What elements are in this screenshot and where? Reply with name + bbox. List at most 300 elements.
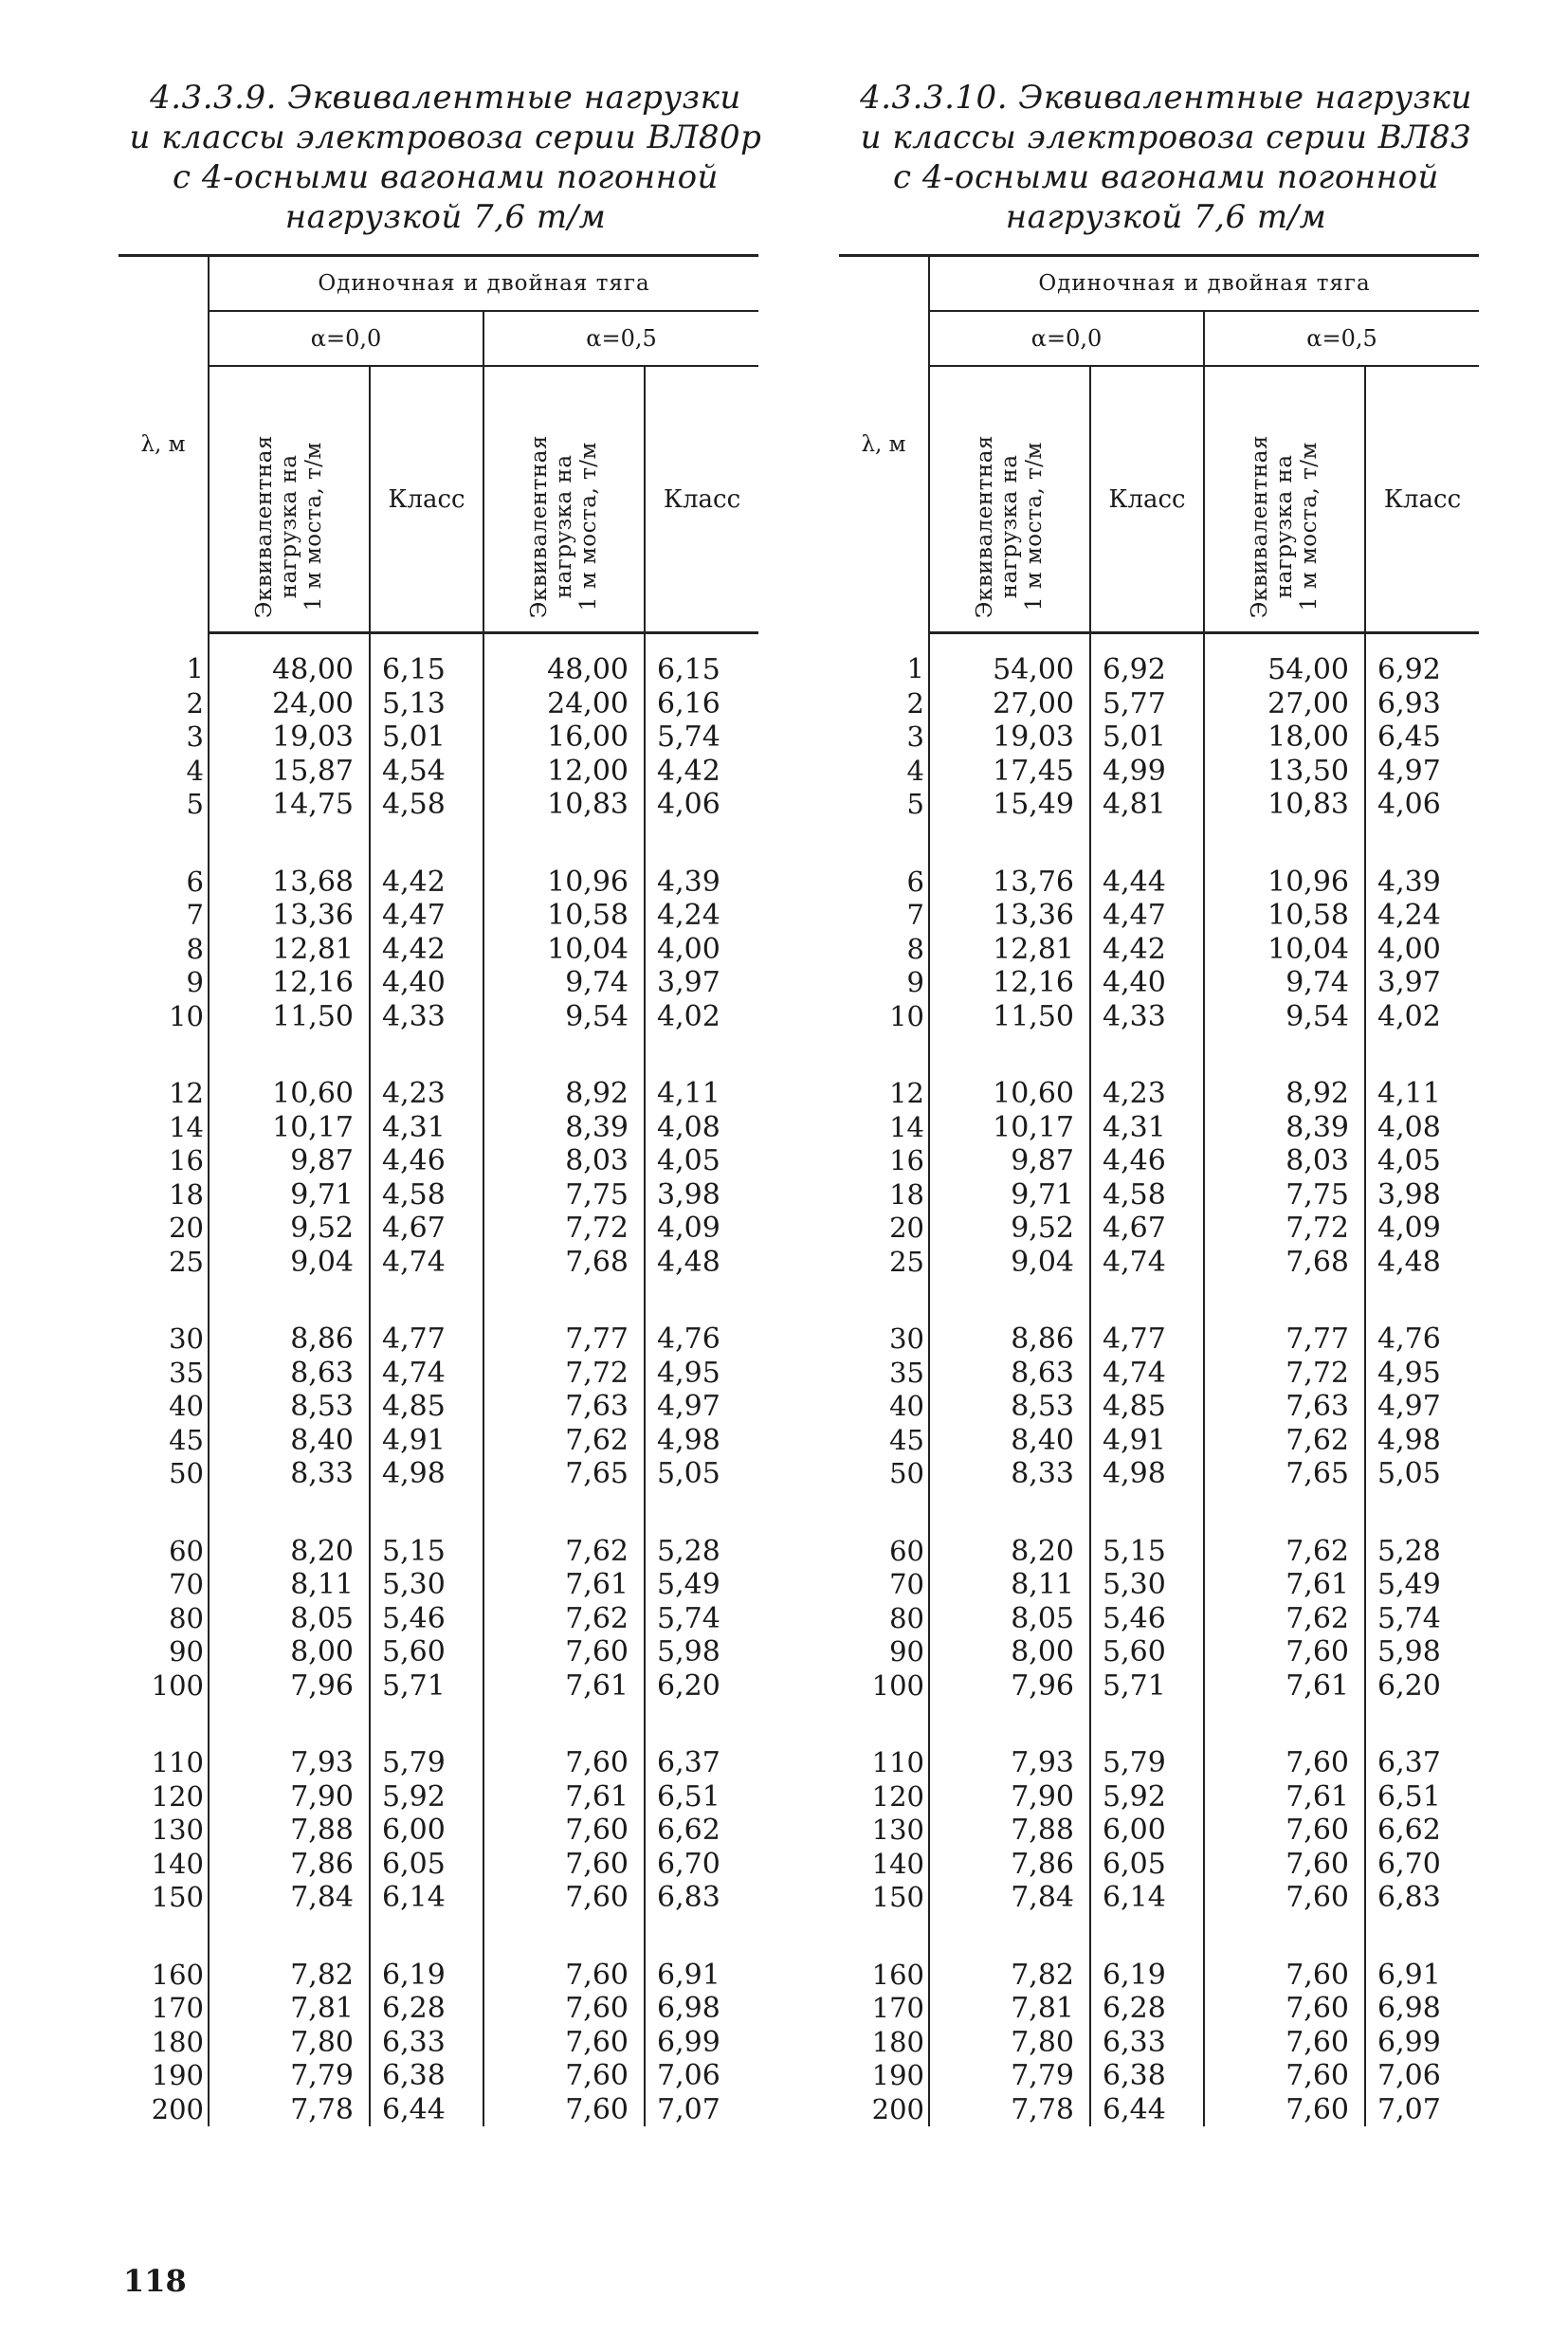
table-row bbox=[839, 1992, 1479, 2026]
lambda-cell: 100 bbox=[119, 1669, 209, 1704]
class-alpha0-cell: 5,60 bbox=[1090, 1635, 1204, 1669]
lambda-cell: 7 bbox=[119, 899, 209, 933]
lambda-cell: 170 bbox=[119, 1992, 209, 2026]
table-row bbox=[839, 1602, 1479, 1636]
load-alpha0-cell: 7,93 bbox=[929, 1703, 1090, 1780]
page-number: 118 bbox=[123, 2263, 187, 2299]
class-header: Класс bbox=[1365, 366, 1479, 633]
class-alpha0-cell: 4,40 bbox=[1090, 966, 1204, 1000]
equivalent-load-header: Эквивалентная нагрузка на 1 м моста, т/м bbox=[929, 366, 1090, 633]
class-alpha05-cell: 4,08 bbox=[657, 1110, 720, 1144]
load-alpha05-cell: 7,60 bbox=[1204, 2026, 1365, 2060]
load-alpha0-cell: 19,03 bbox=[929, 720, 1090, 755]
load-alpha05-cell: 10,04 bbox=[483, 933, 645, 967]
load-alpha0-cell: 10,17 bbox=[929, 1111, 1090, 1145]
class-alpha05-cell: 6,37 bbox=[1377, 1746, 1441, 1779]
equivalent-load-table bbox=[839, 254, 1479, 2126]
class-alpha05-cell: 6,51 bbox=[1377, 1779, 1441, 1814]
load-alpha05-cell: 7,75 bbox=[483, 1178, 645, 1212]
load-alpha05-cell: 27,00 bbox=[1204, 687, 1365, 721]
load-alpha0-cell: 10,60 bbox=[929, 1033, 1090, 1111]
class-alpha05-cell: 6,45 bbox=[1377, 720, 1441, 754]
group-header: Одиночная и двойная тяга bbox=[209, 256, 758, 312]
table-row bbox=[839, 687, 1479, 721]
table-row bbox=[839, 1000, 1479, 1034]
lambda-cell: 130 bbox=[839, 1814, 929, 1848]
lambda-cell: 2 bbox=[119, 687, 209, 721]
lambda-cell: 8 bbox=[119, 933, 209, 967]
load-alpha05-cell: 24,00 bbox=[483, 687, 645, 721]
table-row bbox=[119, 1246, 758, 1280]
class-alpha0-cell: 4,58 bbox=[1090, 1178, 1204, 1212]
load-alpha05-cell: 7,65 bbox=[483, 1457, 645, 1491]
lambda-cell: 120 bbox=[839, 1780, 929, 1814]
load-alpha05-cell: 7,60 bbox=[483, 1881, 645, 1915]
table-body bbox=[119, 633, 758, 2127]
load-alpha0-cell: 7,88 bbox=[929, 1814, 1090, 1848]
class-alpha05-cell: 7,06 bbox=[657, 2059, 720, 2092]
class-alpha0-cell: 4,98 bbox=[1090, 1457, 1204, 1491]
load-alpha05-cell: 7,60 bbox=[1204, 1881, 1365, 1915]
class-alpha0-cell: 4,85 bbox=[1090, 1390, 1204, 1424]
load-alpha05-cell: 7,60 bbox=[483, 1848, 645, 1882]
lambda-cell: 5 bbox=[839, 788, 929, 822]
table-row bbox=[839, 633, 1479, 687]
class-alpha05-cell: 3,97 bbox=[657, 966, 720, 999]
class-alpha05-cell: 4,97 bbox=[1377, 1390, 1441, 1423]
table-row bbox=[119, 1491, 758, 1569]
load-alpha05-cell: 13,50 bbox=[1204, 755, 1365, 789]
load-alpha05-cell: 7,63 bbox=[1204, 1390, 1365, 1424]
class-alpha0-cell: 4,23 bbox=[1090, 1033, 1204, 1111]
lambda-cell: 9 bbox=[839, 966, 929, 1000]
load-alpha05-cell: 7,61 bbox=[483, 1669, 645, 1704]
class-alpha0-cell: 4,46 bbox=[1090, 1144, 1204, 1178]
class-alpha0-cell: 6,14 bbox=[370, 1881, 483, 1915]
class-alpha0-cell: 4,58 bbox=[370, 1178, 483, 1212]
load-alpha05-cell: 8,03 bbox=[1204, 1144, 1365, 1178]
load-alpha05-cell: 7,68 bbox=[1204, 1246, 1365, 1280]
lambda-cell: 60 bbox=[839, 1491, 929, 1569]
table-row bbox=[119, 2093, 758, 2127]
table-row bbox=[119, 1568, 758, 1602]
class-alpha0-cell: 6,92 bbox=[1090, 633, 1204, 687]
load-alpha05-cell: 7,60 bbox=[1204, 1635, 1365, 1669]
lambda-cell: 10 bbox=[119, 1000, 209, 1034]
class-alpha0-cell: 5,13 bbox=[370, 687, 483, 721]
load-alpha05-cell: 7,60 bbox=[1204, 1814, 1365, 1848]
lambda-cell: 70 bbox=[839, 1568, 929, 1602]
class-alpha0-cell: 5,60 bbox=[370, 1635, 483, 1669]
class-alpha0-cell: 4,33 bbox=[1090, 1000, 1204, 1034]
load-alpha0-cell: 9,71 bbox=[209, 1178, 370, 1212]
table-row bbox=[839, 1246, 1479, 1280]
table-row bbox=[839, 1915, 1479, 1993]
lambda-cell: 35 bbox=[119, 1357, 209, 1391]
class-alpha0-cell: 4,77 bbox=[370, 1279, 483, 1357]
class-alpha05-cell: 6,51 bbox=[657, 1779, 720, 1814]
load-alpha0-cell: 9,87 bbox=[209, 1144, 370, 1178]
class-alpha05-cell: 4,24 bbox=[657, 899, 720, 932]
load-alpha05-cell: 12,00 bbox=[483, 755, 645, 789]
lambda-cell: 190 bbox=[839, 2059, 929, 2093]
lambda-cell: 4 bbox=[119, 755, 209, 789]
load-alpha0-cell: 12,16 bbox=[209, 966, 370, 1000]
table-row bbox=[839, 966, 1479, 1000]
class-alpha05-cell: 4,76 bbox=[657, 1322, 720, 1356]
table-row bbox=[119, 1390, 758, 1424]
class-alpha05-cell: 5,74 bbox=[657, 1601, 720, 1635]
class-alpha0-cell: 4,31 bbox=[1090, 1111, 1204, 1145]
table-row bbox=[119, 1279, 758, 1357]
load-alpha0-cell: 7,86 bbox=[929, 1848, 1090, 1882]
load-alpha05-cell: 7,60 bbox=[1204, 1703, 1365, 1780]
load-alpha05-cell: 8,92 bbox=[1204, 1033, 1365, 1111]
group-header: Одиночная и двойная тяга bbox=[929, 256, 1479, 312]
lambda-cell: 120 bbox=[119, 1780, 209, 1814]
load-alpha05-cell: 7,72 bbox=[483, 1357, 645, 1391]
table-row bbox=[839, 1424, 1479, 1458]
class-alpha0-cell: 4,77 bbox=[1090, 1279, 1204, 1357]
class-alpha05-cell: 6,16 bbox=[657, 686, 720, 720]
table-body bbox=[839, 633, 1479, 2127]
load-alpha05-cell: 10,58 bbox=[1204, 899, 1365, 933]
class-alpha0-cell: 6,19 bbox=[370, 1915, 483, 1993]
class-alpha05-cell: 6,20 bbox=[1377, 1668, 1441, 1703]
class-header: Класс bbox=[645, 366, 758, 633]
load-alpha05-cell: 18,00 bbox=[1204, 720, 1365, 755]
table-row bbox=[839, 1212, 1479, 1246]
class-alpha05-cell: 4,97 bbox=[1377, 754, 1441, 788]
load-alpha0-cell: 17,45 bbox=[929, 755, 1090, 789]
lambda-cell: 50 bbox=[839, 1457, 929, 1491]
class-alpha05-cell: 4,11 bbox=[1377, 1077, 1441, 1110]
lambda-cell: 45 bbox=[119, 1424, 209, 1458]
table-row bbox=[839, 788, 1479, 822]
load-alpha05-cell: 48,00 bbox=[483, 633, 645, 687]
equivalent-load-table bbox=[119, 254, 758, 2126]
class-alpha0-cell: 6,05 bbox=[370, 1848, 483, 1882]
class-alpha0-cell: 4,74 bbox=[1090, 1246, 1204, 1280]
class-alpha0-cell: 4,74 bbox=[1090, 1357, 1204, 1391]
load-alpha0-cell: 13,76 bbox=[929, 822, 1090, 900]
table-row bbox=[119, 788, 758, 822]
class-alpha05-cell: 4,98 bbox=[657, 1423, 720, 1457]
load-alpha05-cell: 10,83 bbox=[483, 788, 645, 822]
class-alpha05-cell: 5,98 bbox=[1377, 1635, 1441, 1668]
equivalent-load-header: Эквивалентная нагрузка на 1 м моста, т/м bbox=[1204, 366, 1365, 633]
lambda-cell: 20 bbox=[839, 1212, 929, 1246]
class-alpha05-cell: 4,95 bbox=[657, 1356, 720, 1390]
load-alpha05-cell: 7,61 bbox=[483, 1568, 645, 1602]
table-row bbox=[839, 2059, 1479, 2093]
class-alpha05-cell: 4,09 bbox=[1377, 1212, 1441, 1245]
lambda-cell: 30 bbox=[119, 1279, 209, 1357]
alpha-05-header: α=0,5 bbox=[483, 311, 758, 366]
class-alpha05-cell: 6,62 bbox=[657, 1814, 720, 1847]
class-alpha05-cell: 4,02 bbox=[1377, 999, 1441, 1033]
load-alpha05-cell: 9,54 bbox=[483, 1000, 645, 1034]
lambda-cell: 100 bbox=[839, 1669, 929, 1704]
table-row bbox=[119, 1111, 758, 1145]
load-alpha05-cell: 10,83 bbox=[1204, 788, 1365, 822]
load-alpha0-cell: 8,00 bbox=[929, 1635, 1090, 1669]
load-alpha0-cell: 9,04 bbox=[209, 1246, 370, 1280]
lambda-cell: 50 bbox=[119, 1457, 209, 1491]
class-alpha0-cell: 5,79 bbox=[370, 1703, 483, 1780]
table-row bbox=[119, 633, 758, 687]
class-alpha0-cell: 4,58 bbox=[370, 788, 483, 822]
load-alpha0-cell: 7,79 bbox=[209, 2059, 370, 2093]
class-alpha05-cell: 6,37 bbox=[657, 1746, 720, 1779]
table-title: 4.3.3.9. Эквивалентные нагрузки и классы электровоза серии ВЛ80р с 4-осными вагонами погонной нагрузкой 7,6 т/м bbox=[129, 79, 762, 236]
class-alpha05-cell: 5,74 bbox=[1377, 1601, 1441, 1635]
load-alpha05-cell: 7,62 bbox=[483, 1491, 645, 1569]
load-alpha0-cell: 8,05 bbox=[929, 1602, 1090, 1636]
load-alpha05-cell: 7,77 bbox=[1204, 1279, 1365, 1357]
lambda-cell: 12 bbox=[119, 1033, 209, 1111]
load-alpha0-cell: 12,81 bbox=[929, 933, 1090, 967]
class-alpha0-cell: 4,98 bbox=[370, 1457, 483, 1491]
class-alpha05-cell: 4,98 bbox=[1377, 1423, 1441, 1457]
load-alpha0-cell: 14,75 bbox=[209, 788, 370, 822]
class-alpha0-cell: 6,38 bbox=[1090, 2059, 1204, 2093]
class-alpha0-cell: 4,91 bbox=[370, 1424, 483, 1458]
load-alpha0-cell: 8,33 bbox=[209, 1457, 370, 1491]
table-row bbox=[119, 822, 758, 900]
class-alpha0-cell: 5,92 bbox=[370, 1780, 483, 1814]
table-row bbox=[119, 1881, 758, 1915]
lambda-cell: 40 bbox=[119, 1390, 209, 1424]
load-alpha05-cell: 7,72 bbox=[483, 1212, 645, 1246]
class-alpha0-cell: 6,28 bbox=[370, 1992, 483, 2026]
load-alpha0-cell: 11,50 bbox=[209, 1000, 370, 1034]
table-row bbox=[839, 933, 1479, 967]
class-alpha05-cell: 5,28 bbox=[1377, 1534, 1441, 1568]
table-row bbox=[119, 1814, 758, 1848]
table-row bbox=[839, 1279, 1479, 1357]
lambda-cell: 2 bbox=[839, 687, 929, 721]
load-alpha0-cell: 8,63 bbox=[209, 1357, 370, 1391]
table-row bbox=[119, 1915, 758, 1993]
class-alpha0-cell: 5,46 bbox=[1090, 1602, 1204, 1636]
class-alpha05-cell: 4,48 bbox=[1377, 1245, 1441, 1279]
load-alpha0-cell: 7,90 bbox=[929, 1780, 1090, 1814]
class-alpha05-cell: 5,74 bbox=[657, 720, 720, 754]
load-alpha05-cell: 7,62 bbox=[1204, 1491, 1365, 1569]
class-alpha05-cell: 6,99 bbox=[657, 2025, 720, 2059]
class-alpha0-cell: 4,54 bbox=[370, 755, 483, 789]
load-alpha05-cell: 7,60 bbox=[483, 2059, 645, 2093]
load-alpha05-cell: 10,96 bbox=[483, 822, 645, 900]
lambda-cell: 12 bbox=[839, 1033, 929, 1111]
lambda-cell: 190 bbox=[119, 2059, 209, 2093]
load-alpha05-cell: 7,61 bbox=[1204, 1669, 1365, 1704]
table-row bbox=[839, 1780, 1479, 1814]
class-alpha05-cell: 3,98 bbox=[1377, 1177, 1441, 1212]
class-alpha0-cell: 4,67 bbox=[370, 1212, 483, 1246]
load-alpha0-cell: 7,84 bbox=[929, 1881, 1090, 1915]
load-alpha0-cell: 7,96 bbox=[929, 1669, 1090, 1704]
lambda-cell: 35 bbox=[839, 1357, 929, 1391]
class-alpha05-cell: 5,49 bbox=[657, 1568, 720, 1601]
table-row bbox=[119, 720, 758, 755]
table-row bbox=[119, 1033, 758, 1111]
class-alpha0-cell: 4,40 bbox=[370, 966, 483, 1000]
load-alpha05-cell: 7,68 bbox=[483, 1246, 645, 1280]
table-row bbox=[119, 1000, 758, 1034]
class-alpha0-cell: 4,81 bbox=[1090, 788, 1204, 822]
class-alpha0-cell: 4,85 bbox=[370, 1390, 483, 1424]
lambda-cell: 80 bbox=[839, 1602, 929, 1636]
lambda-cell: 150 bbox=[839, 1881, 929, 1915]
class-alpha05-cell: 4,05 bbox=[657, 1144, 720, 1177]
lambda-cell: 160 bbox=[839, 1915, 929, 1993]
load-alpha05-cell: 10,04 bbox=[1204, 933, 1365, 967]
load-alpha0-cell: 8,20 bbox=[209, 1491, 370, 1569]
table-row bbox=[119, 1178, 758, 1212]
class-alpha05-cell: 6,70 bbox=[1377, 1847, 1441, 1881]
lambda-cell: 6 bbox=[839, 822, 929, 900]
load-alpha0-cell: 15,87 bbox=[209, 755, 370, 789]
table-row bbox=[839, 1357, 1479, 1391]
table-row bbox=[119, 966, 758, 1000]
class-alpha0-cell: 4,74 bbox=[370, 1246, 483, 1280]
load-alpha05-cell: 7,60 bbox=[483, 1703, 645, 1780]
load-alpha05-cell: 7,61 bbox=[1204, 1780, 1365, 1814]
class-alpha0-cell: 5,79 bbox=[1090, 1703, 1204, 1780]
load-alpha05-cell: 7,60 bbox=[1204, 1848, 1365, 1882]
alpha-0-header: α=0,0 bbox=[929, 311, 1204, 366]
class-alpha0-cell: 4,46 bbox=[370, 1144, 483, 1178]
lambda-cell: 180 bbox=[119, 2026, 209, 2060]
load-alpha05-cell: 7,60 bbox=[483, 2026, 645, 2060]
load-alpha0-cell: 7,82 bbox=[209, 1915, 370, 1993]
load-alpha0-cell: 8,11 bbox=[209, 1568, 370, 1602]
lambda-cell: 18 bbox=[839, 1178, 929, 1212]
lambda-header: λ, м bbox=[839, 256, 929, 633]
class-alpha05-cell: 6,98 bbox=[657, 1992, 720, 2025]
table-row bbox=[119, 1848, 758, 1882]
class-alpha0-cell: 5,92 bbox=[1090, 1780, 1204, 1814]
class-alpha05-cell: 3,98 bbox=[657, 1177, 720, 1212]
lambda-cell: 45 bbox=[839, 1424, 929, 1458]
class-alpha05-cell: 6,83 bbox=[1377, 1881, 1441, 1914]
class-alpha05-cell: 6,91 bbox=[1377, 1958, 1441, 1992]
table-row bbox=[119, 1992, 758, 2026]
class-alpha0-cell: 5,15 bbox=[1090, 1491, 1204, 1569]
lambda-cell: 170 bbox=[839, 1992, 929, 2026]
class-alpha0-cell: 6,19 bbox=[1090, 1915, 1204, 1993]
lambda-cell: 70 bbox=[119, 1568, 209, 1602]
load-alpha0-cell: 7,93 bbox=[209, 1703, 370, 1780]
table-row bbox=[839, 1491, 1479, 1569]
load-alpha0-cell: 8,86 bbox=[929, 1279, 1090, 1357]
table-row bbox=[839, 755, 1479, 789]
table-row bbox=[119, 1602, 758, 1636]
lambda-cell: 140 bbox=[839, 1848, 929, 1882]
load-alpha05-cell: 7,72 bbox=[1204, 1212, 1365, 1246]
lambda-cell: 40 bbox=[839, 1390, 929, 1424]
lambda-cell: 14 bbox=[839, 1111, 929, 1145]
table-row bbox=[119, 2026, 758, 2060]
table-row bbox=[119, 755, 758, 789]
load-alpha0-cell: 13,36 bbox=[209, 899, 370, 933]
load-alpha0-cell: 10,60 bbox=[209, 1033, 370, 1111]
lambda-cell: 130 bbox=[119, 1814, 209, 1848]
class-alpha0-cell: 5,01 bbox=[370, 720, 483, 755]
load-alpha05-cell: 8,92 bbox=[483, 1033, 645, 1111]
load-alpha0-cell: 8,05 bbox=[209, 1602, 370, 1636]
class-alpha0-cell: 5,15 bbox=[370, 1491, 483, 1569]
class-alpha05-cell: 6,70 bbox=[657, 1847, 720, 1881]
class-alpha0-cell: 4,42 bbox=[370, 822, 483, 900]
alpha-0-header: α=0,0 bbox=[209, 311, 483, 366]
class-alpha05-cell: 4,02 bbox=[657, 999, 720, 1033]
load-alpha0-cell: 7,81 bbox=[209, 1992, 370, 2026]
load-alpha0-cell: 54,00 bbox=[929, 633, 1090, 687]
class-alpha05-cell: 6,83 bbox=[657, 1881, 720, 1914]
equivalent-load-header: Эквивалентная нагрузка на 1 м моста, т/м bbox=[483, 366, 645, 633]
load-alpha05-cell: 7,61 bbox=[1204, 1568, 1365, 1602]
class-alpha05-cell: 6,93 bbox=[1377, 686, 1441, 720]
lambda-cell: 16 bbox=[119, 1144, 209, 1178]
class-alpha0-cell: 6,05 bbox=[1090, 1848, 1204, 1882]
class-alpha0-cell: 4,99 bbox=[1090, 755, 1204, 789]
load-alpha0-cell: 11,50 bbox=[929, 1000, 1090, 1034]
load-alpha05-cell: 7,60 bbox=[483, 1992, 645, 2026]
load-alpha0-cell: 7,90 bbox=[209, 1780, 370, 1814]
load-alpha05-cell: 8,39 bbox=[1204, 1111, 1365, 1145]
class-alpha05-cell: 4,42 bbox=[657, 754, 720, 788]
lambda-cell: 180 bbox=[839, 2026, 929, 2060]
lambda-cell: 18 bbox=[119, 1178, 209, 1212]
class-alpha05-cell: 7,06 bbox=[1377, 2059, 1441, 2092]
load-alpha0-cell: 9,87 bbox=[929, 1144, 1090, 1178]
table-row bbox=[839, 1390, 1479, 1424]
load-alpha05-cell: 7,60 bbox=[1204, 1992, 1365, 2026]
class-alpha0-cell: 5,46 bbox=[370, 1602, 483, 1636]
lambda-cell: 14 bbox=[119, 1111, 209, 1145]
table-row bbox=[119, 1144, 758, 1178]
class-alpha0-cell: 4,42 bbox=[1090, 933, 1204, 967]
table-row bbox=[839, 1703, 1479, 1780]
table-row bbox=[119, 899, 758, 933]
load-alpha05-cell: 10,96 bbox=[1204, 822, 1365, 900]
load-alpha0-cell: 7,88 bbox=[209, 1814, 370, 1848]
load-alpha0-cell: 8,00 bbox=[209, 1635, 370, 1669]
lambda-cell: 1 bbox=[119, 633, 209, 687]
lambda-header: λ, м bbox=[119, 256, 209, 633]
load-alpha0-cell: 12,81 bbox=[209, 933, 370, 967]
class-header: Класс bbox=[1090, 366, 1204, 633]
load-alpha05-cell: 7,77 bbox=[483, 1279, 645, 1357]
table-row bbox=[839, 1881, 1479, 1915]
class-alpha05-cell: 4,05 bbox=[1377, 1144, 1441, 1177]
lambda-cell: 1 bbox=[839, 633, 929, 687]
lambda-cell: 90 bbox=[839, 1635, 929, 1669]
load-alpha05-cell: 7,60 bbox=[1204, 2093, 1365, 2127]
class-alpha0-cell: 5,30 bbox=[370, 1568, 483, 1602]
load-alpha05-cell: 7,60 bbox=[483, 1915, 645, 1993]
class-alpha0-cell: 4,67 bbox=[1090, 1212, 1204, 1246]
load-alpha05-cell: 7,60 bbox=[483, 2093, 645, 2127]
class-alpha0-cell: 4,42 bbox=[370, 933, 483, 967]
class-alpha05-cell: 5,05 bbox=[1377, 1457, 1441, 1490]
load-alpha0-cell: 19,03 bbox=[209, 720, 370, 755]
class-alpha0-cell: 4,33 bbox=[370, 1000, 483, 1034]
load-alpha05-cell: 7,62 bbox=[1204, 1424, 1365, 1458]
